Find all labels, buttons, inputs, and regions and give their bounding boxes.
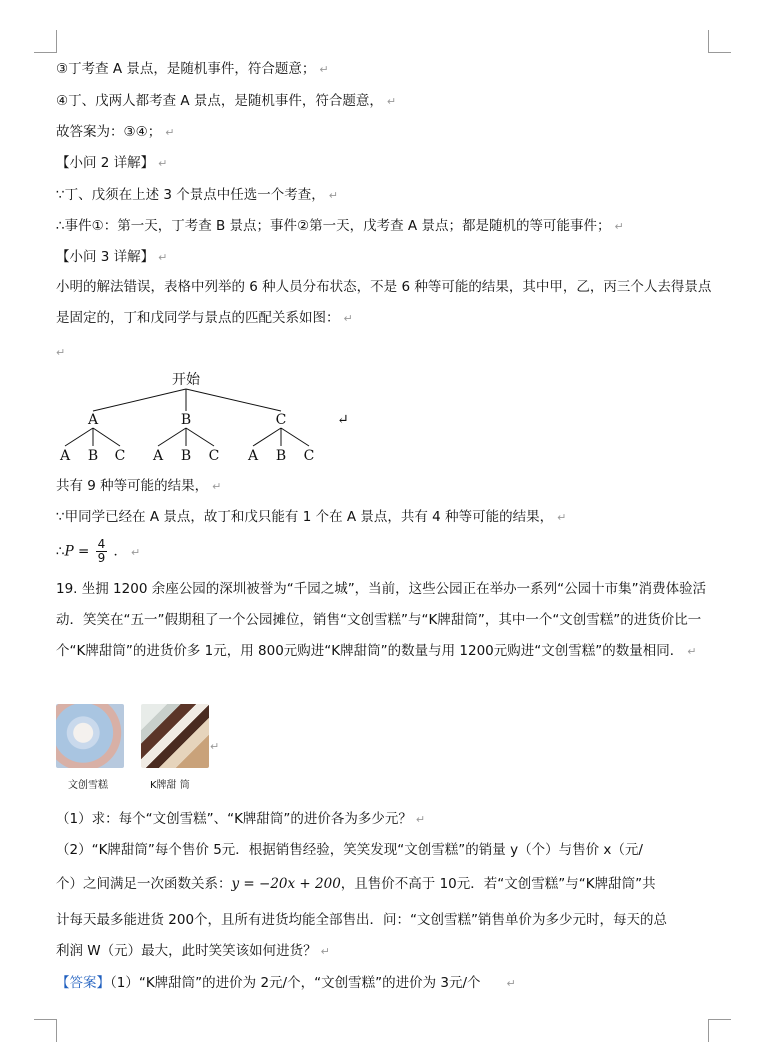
ice-cream-photo (56, 704, 124, 768)
sub-question-2-line-2: 个）之间满足一次函数关系：y = −20x + 200，且售价不高于 10元．若“文创雪糕”与“K牌甜筒”共 (56, 876, 656, 892)
section-heading-3: 【小问 3 详解】 ↵ (56, 249, 168, 265)
tree-leaf: C (114, 448, 126, 464)
tree-edge (281, 428, 309, 446)
photo-caption-2: K牌甜 筒 (150, 780, 190, 791)
tree-leaf: A (247, 448, 259, 464)
sub-question-2-line-3: 计每天最多能进货 200个，且所有进货均能全部售出．问：“文创雪糕”销售单价为多少元时，每天的总 (56, 912, 668, 928)
tree-edge (93, 389, 186, 411)
paragraph-mark: ↵ (337, 412, 349, 428)
tree-edge (65, 428, 93, 446)
line-5: ∵丁、戊须在上述 3 个景点中任选一个考查， ↵ (56, 187, 338, 203)
corner-mark-top-left (34, 30, 57, 53)
tree-leaf: C (208, 448, 220, 464)
line-6: ∴事件①：第一天，丁考查 B 景点；事件②第一天，戊考查 A 景点；都是随机的等可能事件； ↵ (56, 218, 624, 234)
sub-question-2-line-4: 利润 W（元）最大，此时笑笑该如何进货？ ↵ (56, 943, 330, 959)
line-2: ④丁、戊两人都考查 A 景点，是随机事件，符合题意， ↵ (56, 93, 397, 109)
line-reasoning: ∵甲同学已经在 A 景点，故丁和戊只能有 1 个在 A 景点，共有 4 种等可能的结果， ↵ (56, 509, 567, 525)
tree-edge (186, 428, 214, 446)
formula: y = −20x + 200 (231, 876, 341, 892)
tree-leaf: B (275, 448, 287, 464)
tree-leaf: A (152, 448, 164, 464)
paragraph-solution: 小明的解法错误，表格中列举的 6 种人员分布状态，不是 6 种等可能的结果，其中甲，乙，丙三个人去得景点是固定的，丁和戊同学与景点的匹配关系如图： ↵ (56, 279, 712, 326)
section-heading-2: 【小问 2 详解】 ↵ (56, 155, 168, 171)
tree-node-A: A (87, 412, 99, 428)
tree-edge (93, 428, 120, 446)
paragraph-mark: ↵ (210, 740, 220, 753)
answer-line: 【答案】（1）“K牌甜筒”的进价为 2元/个，“文创雪糕”的进价为 3元/个 ↵ (56, 975, 516, 991)
cone-photo (141, 704, 209, 768)
tree-leaf: B (180, 448, 192, 464)
line-outcomes: 共有 9 种等可能的结果， ↵ (56, 478, 222, 494)
sub-question-2-line-1: （2）“K牌甜筒”每个售价 5元．根据销售经验，笑笑发现“文创雪糕”的销量 y（个）与售价 x（元/ (56, 842, 643, 858)
fraction: $\frac{4}{9}$ (97, 537, 106, 565)
tree-edge (158, 428, 186, 446)
tree-edge (186, 389, 281, 411)
tree-node-C: C (275, 412, 287, 428)
photo-caption-1: 文创雪糕 (68, 780, 108, 791)
corner-mark-top-right (708, 30, 731, 53)
empty-paragraph: ↵ (56, 346, 66, 359)
line-3: 故答案为：③④； ↵ (56, 124, 175, 140)
tree-diagram (54, 367, 354, 467)
corner-mark-bottom-right (708, 1019, 731, 1042)
tree-node-B: B (180, 412, 192, 428)
question-19: 19. 坐拥 1200 余座公园的深圳被誉为“千园之城”，当前，这些公园正在举办一系列“公园十市集”消费体验活动．笑笑在“五一”假期租了一个公园摊位，销售“文创雪糕”与“K牌甜筒”，其中一个“文创雪糕”的进货价比一个“K牌甜筒”的进货价多 1元，用 800元购进“K牌甜筒”的数量与用 1200元购进“文创雪糕”的数量相同． ↵ (56, 581, 707, 659)
tree-leaf: B (87, 448, 99, 464)
sub-question-1: （1）求：每个“文创雪糕”、“K牌甜筒”的进价各为多少元？ ↵ (56, 811, 426, 827)
line-1: ③丁考查 A 景点，是随机事件，符合题意； ↵ (56, 61, 329, 77)
corner-mark-bottom-left (34, 1019, 57, 1042)
answer-tag: 【答案】 (56, 975, 110, 991)
tree-root-label: 开始 (172, 372, 200, 388)
tree-edge (253, 428, 281, 446)
tree-leaf: C (303, 448, 315, 464)
probability-result: ∴P = $\frac{4}{9}$ ． ↵ (56, 537, 141, 565)
tree-leaf: A (59, 448, 71, 464)
